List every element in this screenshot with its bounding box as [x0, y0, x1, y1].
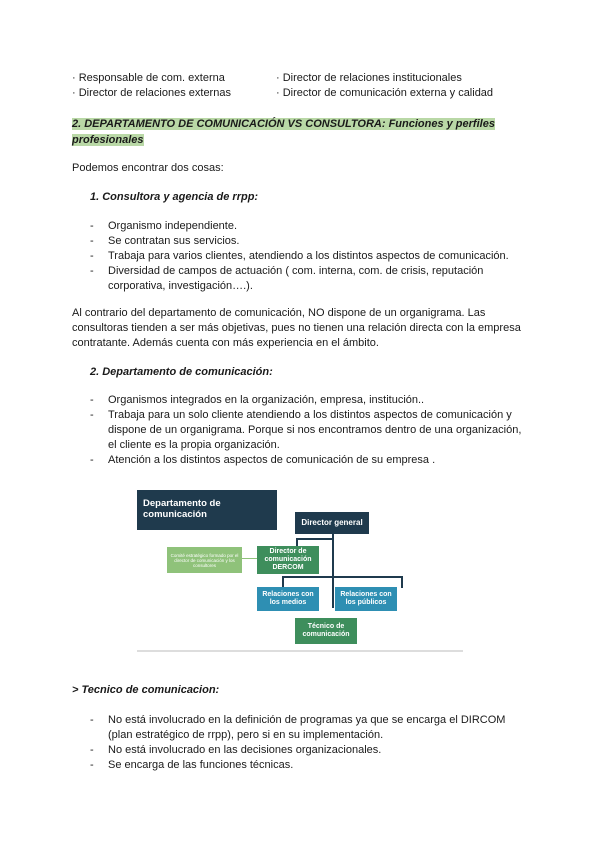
tecnico-list	[90, 713, 530, 773]
section-heading	[72, 116, 528, 148]
list-item: - Organismos integrados en la organización, empresa, institución..	[90, 393, 530, 408]
list-item: - Trabaja para un solo cliente atendiendo a los distintos aspectos de comunicación y dispone de un organigrama. Porque si nos encontramos dentro de una organización, el cliente es la propia organización.	[90, 408, 530, 453]
intro-text: Podemos encontrar dos cosas:	[72, 162, 224, 174]
list-item: - No está involucrado en la definición de programas ya que se encarga el DIRCOM (plan estratégico de rrpp), pero si en su implementación.	[90, 713, 530, 743]
list-item: - Organismo independiente.	[90, 219, 530, 234]
dircom-box: Director de comunicación DERCOM	[257, 546, 319, 574]
role-item: · Responsable de com. externa	[72, 72, 225, 84]
director-general-box: Director general	[295, 512, 369, 534]
roles-right-column	[276, 71, 493, 101]
diagram-divider	[137, 650, 463, 652]
consultora-title: 1. Consultora y agencia de rrpp:	[90, 191, 259, 203]
list-item: - Atención a los distintos aspectos de comunicación de su empresa .	[90, 453, 530, 468]
role-item: · Director de relaciones externas	[72, 87, 231, 99]
diagram-title: Departamento de comunicación	[137, 490, 277, 530]
consultora-paragraph: Al contrario del departamento de comunicación, NO dispone de un organigrama. Las consultoras tienden a ser más objetivas, pues no tienen una relación directa con la empresa contratante. Además cuenta con más experiencia en el ámbito.	[72, 307, 521, 349]
role-item: · Director de comunicación externa y calidad	[276, 87, 494, 99]
role-item: · Director de relaciones institucionales	[276, 72, 462, 84]
org-chart-diagram	[137, 490, 463, 652]
tecnico-box: Técnico de comunicación	[295, 618, 357, 644]
departamento-title: 2. Departamento de comunicación:	[90, 366, 273, 378]
tecnico-title: > Tecnico de comunicacion:	[72, 684, 220, 696]
list-item: - Diversidad de campos de actuación ( com. interna, com. de crisis, reputación corporativa, investigación….).	[90, 264, 530, 294]
consultora-list	[90, 219, 530, 294]
list-item: - Se contratan sus servicios.	[90, 234, 530, 249]
connector-line	[282, 576, 402, 578]
connector-line	[401, 576, 403, 588]
side-note-box: Comité estratégico formado por el director de comunicación y los consultores	[167, 547, 242, 573]
publicos-box: Relaciones con los públicos	[335, 587, 397, 611]
list-item: - No está involucrado en las decisiones organizacionales.	[90, 743, 530, 758]
connector-line	[296, 538, 333, 540]
section-heading-text: 2. DEPARTAMENTO DE COMUNICACIÓN VS CONSULTORA: Funciones y perfiles profesionales	[72, 118, 495, 146]
medios-box: Relaciones con los medios	[257, 587, 319, 611]
roles-left-column	[72, 71, 231, 101]
departamento-list	[90, 393, 530, 468]
connector-line	[240, 558, 258, 559]
list-item: - Se encarga de las funciones técnicas.	[90, 758, 530, 773]
list-item: - Trabaja para varios clientes, atendiendo a los distintos aspectos de comunicación.	[90, 249, 530, 264]
connector-line	[332, 522, 334, 608]
